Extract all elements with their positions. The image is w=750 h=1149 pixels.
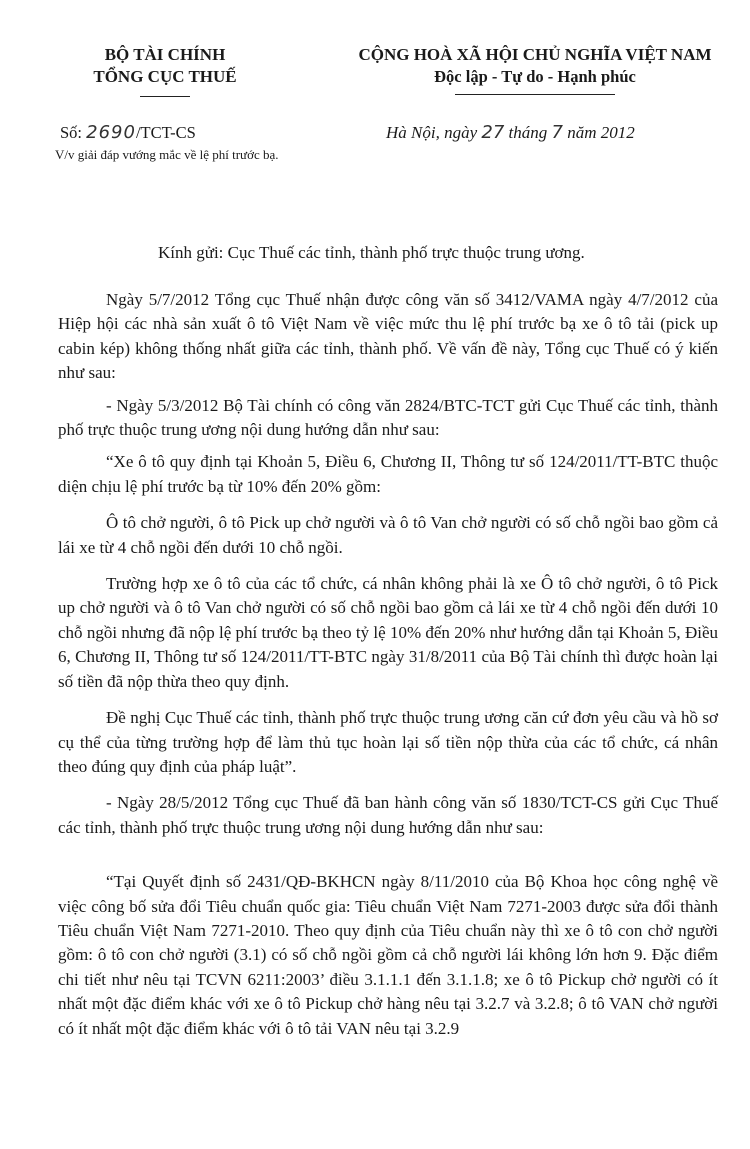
paragraph-3: “Xe ô tô quy định tại Khoản 5, Điều 6, Chương II, Thông tư số 124/2011/TT-BTC thuộc diện chịu lệ phí trước bạ từ 10% đến 20% gồm: <box>58 452 718 496</box>
nation-motto: Độc lập - Tự do - Hạnh phúc <box>434 67 636 86</box>
nation-title: CỘNG HOÀ XÃ HỘI CHỦ NGHĨA VIỆT NAM <box>358 45 712 64</box>
paragraph-4: Ô tô chở người, ô tô Pick up chở người và ô tô Van chở người có số chỗ ngồi bao gồm cả lái xe từ 4 chỗ ngồi đến dưới 10 chỗ ngồi. <box>58 513 718 557</box>
handwritten-month: 7 <box>551 122 563 143</box>
recipient-line: Kính gửi: Cục Thuế các tỉnh, thành phố trực thuộc trung ương. <box>158 243 585 262</box>
paragraph-6: Đề nghị Cục Thuế các tỉnh, thành phố trực thuộc trung ương căn cứ đơn yêu cầu và hồ sơ cụ thể của từng trường hợp để làm thủ tục hoàn lại số tiền nộp thừa của các tổ chức, cá nhân theo đúng quy định của pháp luật”. <box>58 708 718 776</box>
number-suffix: /TCT-CS <box>135 123 196 142</box>
date-month-label: tháng <box>508 123 548 142</box>
paragraph-8: “Tại Quyết định số 2431/QĐ-BKHCN ngày 8/11/2010 của Bộ Khoa học công nghệ về việc công bố sửa đổi Tiêu chuẩn quốc gia: Tiêu chuẩn Việt Nam 7271-2003 được sửa đổi thành Tiêu chuẩn Việt Nam 7271-2010. Theo quy định của Tiêu chuẩn này thì xe ô tô con chở người gồm: ô tô con chở người (3.1) có số chỗ ngồi gồm cả chỗ người lái không lớn hơn 9. Đặc điểm chi tiết như nêu tại TCVN 6211:2003’ điều 3.1.1.1 đến 3.1.1.8; xe ô tô Pickup chở người có ít nhất một đặc điểm khác với xe ô tô Pickup chở hàng nêu tại 3.2.7 và 3.2.8; ô tô VAN chở người có ít nhất một đặc điểm khác với ô tô tải VAN nêu tại 3.2.9 <box>58 872 718 1038</box>
agency-divider <box>140 96 190 97</box>
document-date <box>386 122 726 143</box>
national-header <box>330 44 740 95</box>
document-number <box>60 122 310 143</box>
paragraph-1: Ngày 5/7/2012 Tổng cục Thuế nhận được công văn số 3412/VAMA ngày 4/7/2012 của Hiệp hội các nhà sản xuất ô tô Việt Nam về việc mức thu lệ phí trước bạ xe ô tô tải (pick up cabin kép) không thống nhất giữa các tỉnh, thành phố. Về vấn đề này, Tổng cục Thuế có ý kiến như sau: <box>58 290 718 383</box>
document-subject: V/v giải đáp vướng mắc về lệ phí trước bạ. <box>55 147 279 162</box>
ministry-name: BỘ TÀI CHÍNH <box>104 45 226 64</box>
handwritten-day: 27 <box>481 122 505 143</box>
date-year: năm 2012 <box>567 123 635 142</box>
motto-divider <box>455 94 615 95</box>
document-body <box>58 288 718 1041</box>
department-name: TỔNG CỤC THUẾ <box>93 67 237 86</box>
paragraph-7: - Ngày 28/5/2012 Tổng cục Thuế đã ban hành công văn số 1830/TCT-CS gửi Cục Thuế các tỉnh, thành phố trực thuộc trung ương nội dung hướng dẫn như sau: <box>58 793 718 837</box>
date-prefix: Hà Nội, ngày <box>386 123 478 142</box>
issuing-agency <box>60 44 270 97</box>
paragraph-2: - Ngày 5/3/2012 Bộ Tài chính có công văn 2824/BTC-TCT gửi Cục Thuế các tỉnh, thành phố trực thuộc trung ương nội dung hướng dẫn như sau: <box>58 395 718 440</box>
number-prefix: Số: <box>60 123 83 142</box>
paragraph-5: Trường hợp xe ô tô của các tổ chức, cá nhân không phải là xe Ô tô chở người, ô tô Pick up chở người và ô tô Van chở người có số chỗ ngồi bao gồm cả lái xe từ 4 chỗ ngồi đến dưới 10 chỗ ngồi nhưng đã nộp lệ phí trước bạ theo tỷ lệ 10% đến 20% như hướng dẫn tại Khoản 5, Điều 6, Chương II, Thông tư số 124/2011/TT-BTC ngày 31/8/2011 của Bộ Tài chính thì được hoàn lại số tiền đã nộp thừa theo quy định. <box>58 574 718 691</box>
handwritten-number: 2690 <box>86 122 136 143</box>
